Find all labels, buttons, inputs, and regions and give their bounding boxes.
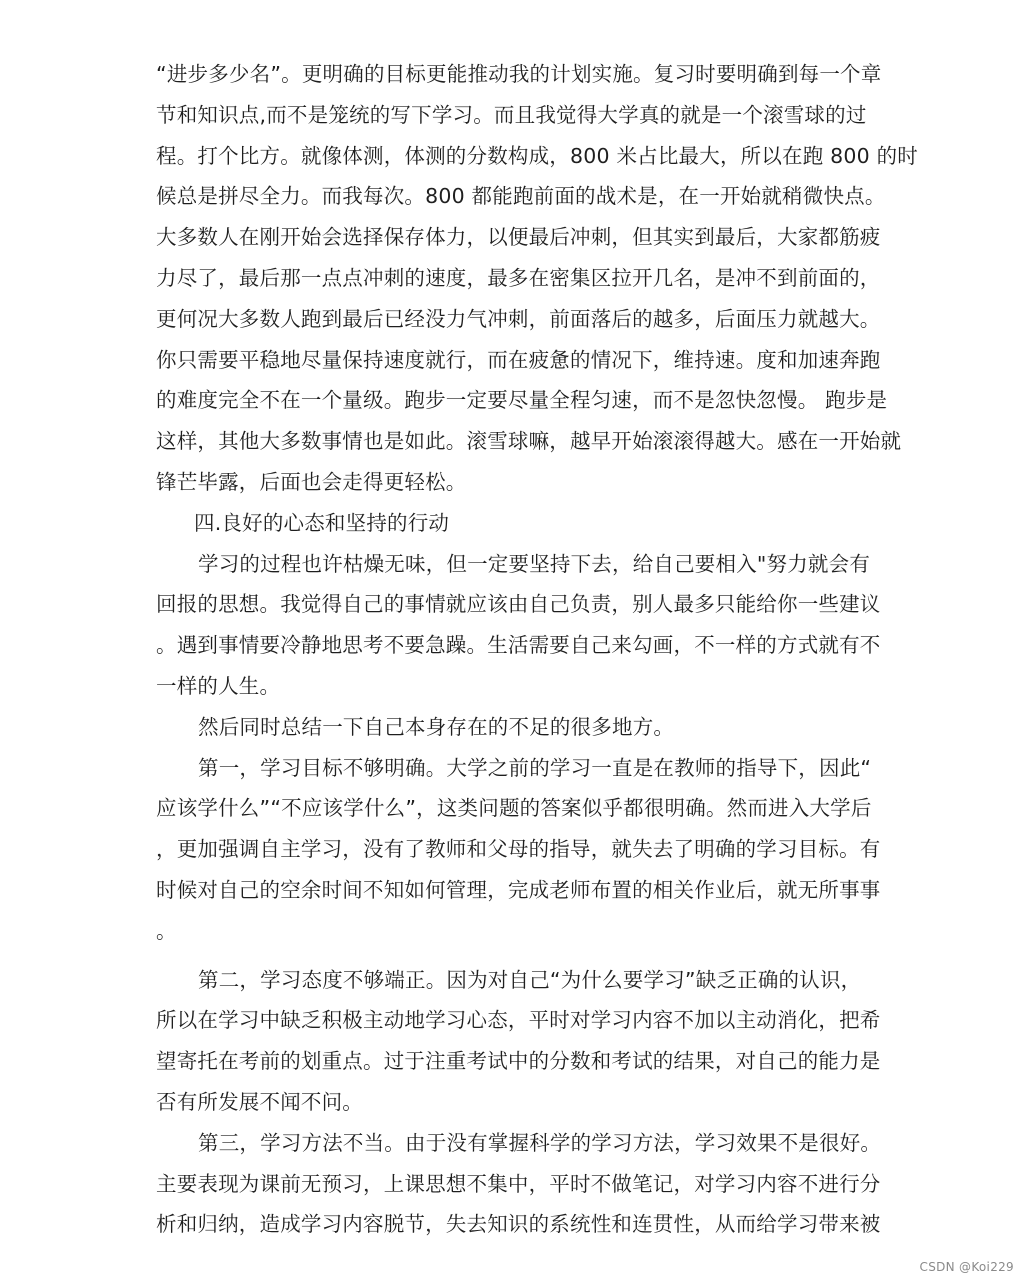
paragraph-1 xyxy=(156,54,919,503)
text-line: 然后同时总结一下自己本身存在的不足的很多地方。 xyxy=(198,714,675,739)
text-line: 的难度完全不在一个量级。跑步一定要尽量全程匀速，而不是忽快忽慢。 跑步是 xyxy=(156,388,888,413)
section-heading: 四.良好的心态和坚持的行动 xyxy=(194,510,450,535)
text-line: 大多数人在刚开始会选择保存体力，以便最后冲刺，但其实到最后，大家都筋疲 xyxy=(156,225,881,250)
text-line: 第二，学习态度不够端正。因为对自己“为什么要学习”缺乏正确的认识， xyxy=(198,967,862,992)
text-line: 回报的思想。我觉得自己的事情就应该由自己负责，别人最多只能给你一些建议 xyxy=(156,592,881,617)
text-line: 所以在学习中缺乏积极主动地学习心态，平时对学习内容不加以主动消化，把希 xyxy=(156,1008,881,1033)
text-line: 学习的过程也许枯燥无味，但一定要坚持下去，给自己要相入"努力就会有 xyxy=(198,551,871,576)
text-line: 候总是拼尽全力。而我每次。800 都能跑前面的战术是，在一开始就稍微快点。 xyxy=(156,184,886,209)
text-line: 第三，学习方法不当。由于没有掌握科学的学习方法，学习效果不是很好。 xyxy=(198,1130,882,1155)
text-line: 这样，其他大多数事情也是如此。滚雪球嘛，越早开始滚滚得越大。感在一开始就 xyxy=(156,429,902,454)
text-line: 。 xyxy=(156,918,177,943)
text-line: 否有所发展不闻不问。 xyxy=(156,1089,363,1114)
paragraph-gap xyxy=(156,952,881,960)
text-line: 主要表现为课前无预习，上课思想不集中，平时不做笔记，对学习内容不进行分 xyxy=(156,1171,881,1196)
text-line: 一样的人生。 xyxy=(156,673,281,698)
text-line: 。遇到事情要冷静地思考不要急躁。生活需要自己来勾画，不一样的方式就有不 xyxy=(156,633,881,658)
text-line: 锋芒毕露，后面也会走得更轻松。 xyxy=(156,469,467,494)
paragraph-6 xyxy=(156,1123,881,1245)
text-line: 程。打个比方。就像体测，体测的分数构成，800 米占比最大，所以在跑 800 的时 xyxy=(156,143,919,168)
text-line: 第一，学习目标不够明确。大学之前的学习一直是在教师的指导下，因此“ xyxy=(198,755,872,780)
document-page xyxy=(156,54,919,1245)
text-line: 应该学什么”“不应该学什么”，这类问题的答案似乎都很明确。然而进入大学后 xyxy=(156,796,872,821)
text-line: 析和归纳，造成学习内容脱节，失去知识的系统性和连贯性，从而给学习带来被 xyxy=(156,1212,881,1237)
text-line: 节和知识点,而不是笼统的写下学习。而且我觉得大学真的就是一个滚雪球的过 xyxy=(156,102,867,127)
paragraph-3 xyxy=(156,707,881,748)
text-line: 时候对自己的空余时间不知如何管理，完成老师布置的相关作业后，就无所事事 xyxy=(156,877,881,902)
text-line: 更何况大多数人跑到最后已经没力气冲刺，前面落后的越多，后面压力就越大。 xyxy=(156,306,881,331)
paragraph-4 xyxy=(156,748,881,952)
text-line: 力尽了，最后那一点点冲刺的速度，最多在密集区拉开几名，是冲不到前面的， xyxy=(156,265,881,290)
text-line: 望寄托在考前的划重点。过于注重考试中的分数和考试的结果，对自己的能力是 xyxy=(156,1049,881,1074)
watermark-text: CSDN @Koi229 xyxy=(919,1260,1014,1274)
paragraph-5 xyxy=(156,960,881,1123)
text-line: ，更加强调自主学习，没有了教师和父母的指导，就失去了明确的学习目标。有 xyxy=(156,837,881,862)
text-line: “进步多少名”。更明确的目标更能推动我的计划实施。复习时要明确到每一个章 xyxy=(156,62,882,86)
paragraph-2 xyxy=(156,544,881,707)
text-line: 你只需要平稳地尽量保持速度就行，而在疲惫的情况下，维持速。度和加速奔跑 xyxy=(156,347,881,372)
